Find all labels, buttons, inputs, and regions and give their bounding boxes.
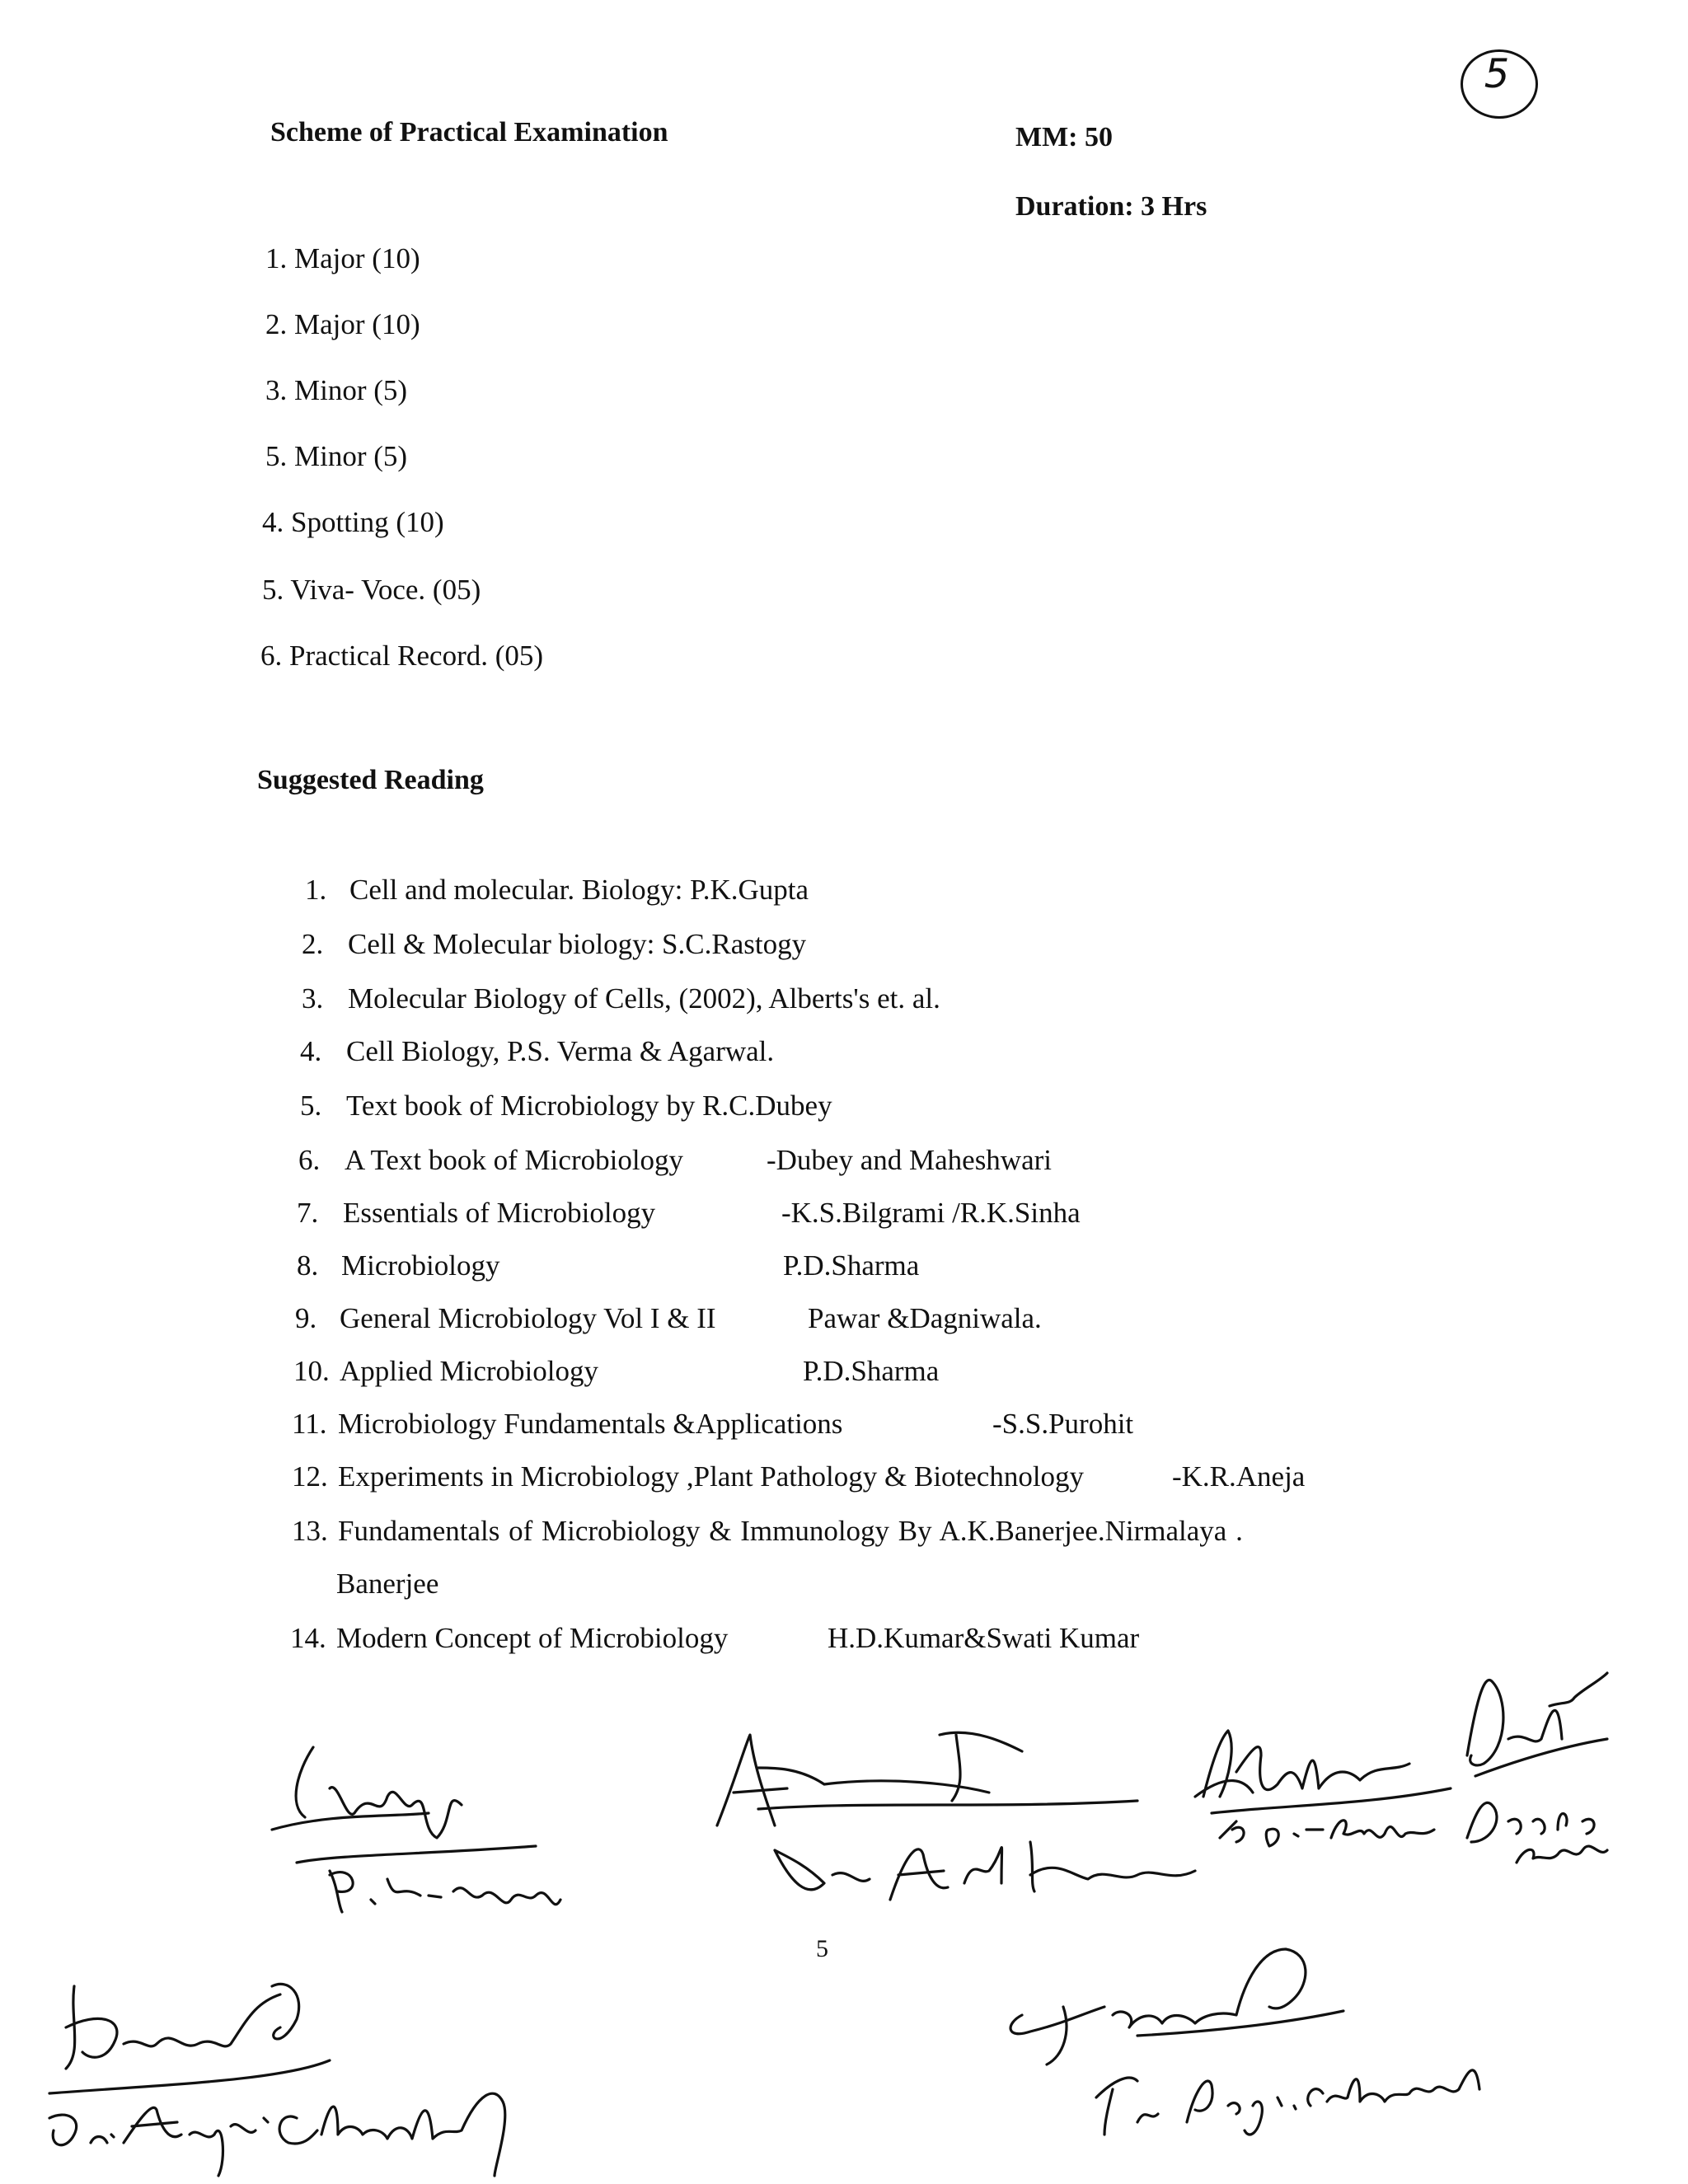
item-text: Minor (5) (294, 374, 408, 406)
reading-title: Modern Concept of Microbiology (336, 1622, 729, 1654)
reading-number: 1. (305, 874, 327, 906)
max-marks: MM: 50 (1015, 122, 1114, 152)
item-number: 6. (260, 640, 283, 672)
page-mark: 5 (1484, 51, 1510, 97)
reading-number: 11. (292, 1408, 327, 1440)
reading-author: Pawar &Dagniwala. (808, 1302, 1042, 1334)
reading-title: A Text book of Microbiology (345, 1144, 684, 1176)
reading-author: -Dubey and Maheshwari (767, 1144, 1053, 1176)
signature-ds-rathore (1187, 1714, 1467, 1863)
reading-title: Experiments in Microbiology ,Plant Pathology & Biotechnology (338, 1460, 1085, 1493)
scheme-item (260, 640, 543, 673)
scheme-item (265, 242, 420, 275)
reading-number: 6. (298, 1144, 321, 1176)
signature-raghu-gathalwal (997, 1933, 1508, 2147)
reading-title: Fundamentals of Microbiology & Immunology By A.K.Banerjee.Nirmalaya . (338, 1515, 1243, 1547)
reading-number: 4. (300, 1035, 322, 1067)
reading-number: 9. (295, 1302, 317, 1334)
reading-title: Molecular Biology of Cells, (2002), Alberts's et. al. (348, 982, 940, 1015)
item-number: 1. (265, 242, 288, 274)
item-text: Major (10) (294, 242, 420, 274)
reading-author: -K.S.Bilgrami /R.K.Sinha (781, 1197, 1081, 1229)
signature-pk-singhal (264, 1739, 643, 1920)
scheme-item (265, 440, 407, 473)
reading-title: Cell and molecular. Biology: P.K.Gupta (349, 874, 809, 906)
reading-title: Cell & Molecular biology: S.C.Rastogy (348, 928, 807, 960)
reading-number: 10. (293, 1355, 330, 1387)
item-text: Minor (5) (294, 440, 408, 472)
reading-title: Microbiology Fundamentals &Applications (338, 1408, 843, 1440)
reading-title: Essentials of Microbiology (343, 1197, 656, 1229)
signature-anjali-choudhary (33, 1970, 544, 2184)
reading-author: -K.R.Aneja (1172, 1460, 1306, 1493)
scheme-title: Scheme of Practical Examination (270, 117, 668, 148)
reading-author: -S.S.Purohit (992, 1408, 1134, 1440)
reading-number: 7. (297, 1197, 319, 1229)
reading-number: 5. (300, 1090, 322, 1122)
item-number: 4. (262, 506, 284, 538)
signature-deepa-rathore (1459, 1657, 1657, 1871)
item-number: 2. (265, 308, 288, 340)
reading-author: P.D.Sharma (803, 1355, 940, 1387)
reading-number: 12. (292, 1460, 328, 1493)
scheme-item (262, 574, 481, 607)
reading-author: H.D.Kumar&Swati Kumar (828, 1622, 1140, 1654)
duration: Duration: 3 Hrs (1015, 191, 1207, 222)
reading-number: 14. (290, 1622, 326, 1654)
item-text: Major (10) (294, 308, 420, 340)
page-number: 5 (816, 1935, 828, 1962)
item-number: 3. (265, 374, 288, 406)
reading-title: Microbiology (341, 1249, 500, 1282)
scheme-item (262, 506, 444, 539)
item-number: 5. (262, 574, 284, 606)
item-number: 5. (265, 440, 288, 472)
reading-number: 8. (297, 1249, 319, 1282)
scheme-item (265, 374, 407, 407)
reading-title: General Microbiology Vol I & II (340, 1302, 716, 1334)
reading-number: 3. (302, 982, 324, 1015)
reading-author: P.D.Sharma (783, 1249, 920, 1282)
item-text: Spotting (10) (291, 506, 444, 538)
reading-title: Text book of Microbiology by R.C.Dubey (346, 1090, 832, 1122)
reading-number: 13. (292, 1515, 328, 1547)
scheme-item (265, 308, 420, 341)
reading-title: Applied Microbiology (340, 1355, 598, 1387)
reading-number: 2. (302, 928, 324, 960)
item-text: Viva- Voce. (05) (290, 574, 481, 606)
reading-title: Banerjee (336, 1568, 439, 1600)
reading-title: Cell Biology, P.S. Verma & Agarwal. (346, 1035, 775, 1067)
signature-anil-kumar (709, 1718, 1203, 1916)
item-text: Practical Record. (05) (289, 640, 544, 672)
suggested-reading-heading: Suggested Reading (257, 765, 484, 795)
